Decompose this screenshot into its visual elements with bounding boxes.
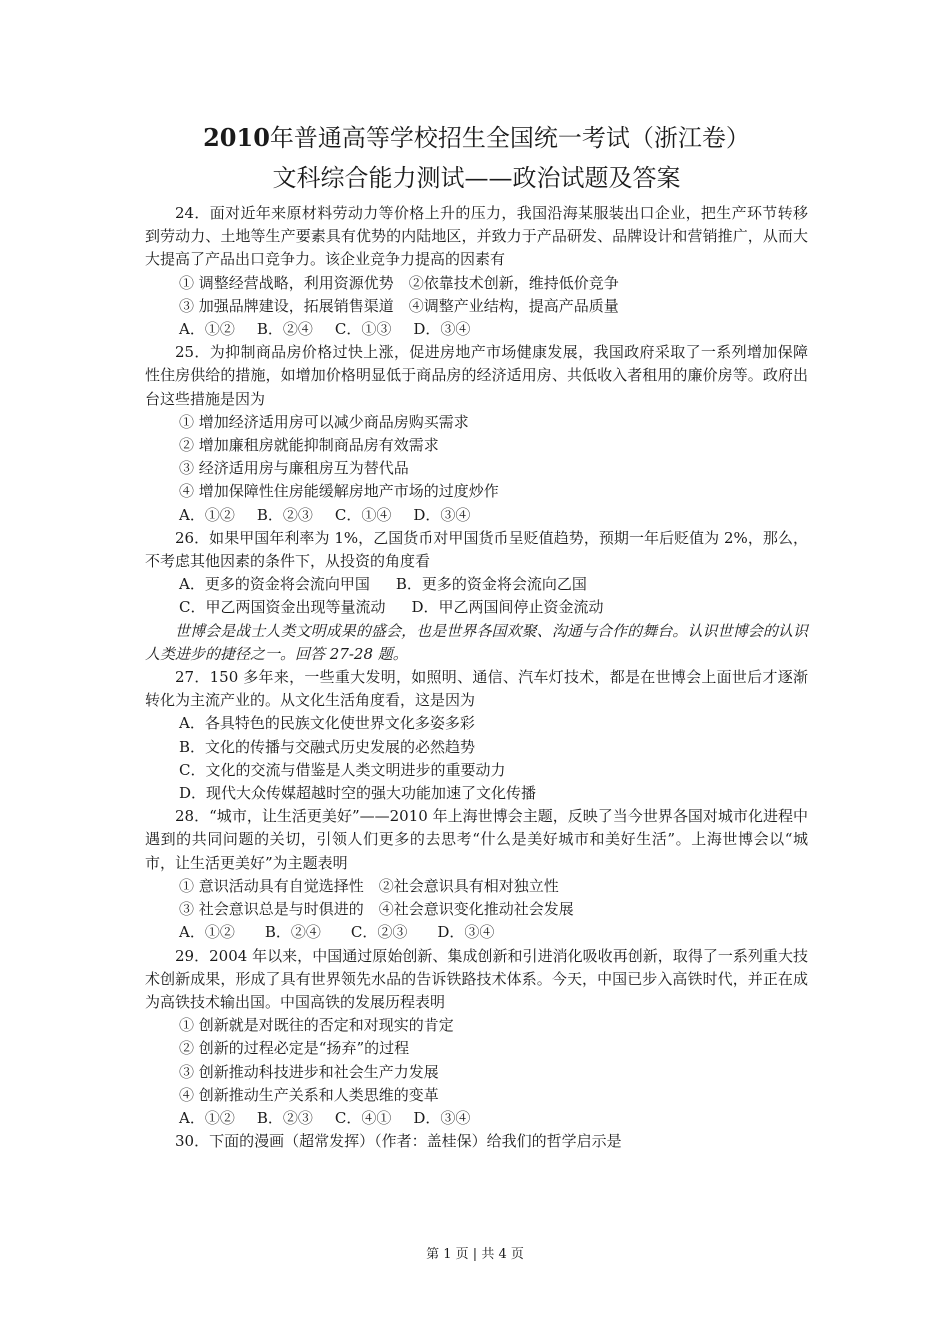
- document-subtitle: 文科综合能力测试——政治试题及答案: [272, 164, 681, 192]
- option-b: B．②④: [264, 923, 321, 942]
- option-c: C．④①: [334, 1108, 392, 1127]
- question-28-stem: 28．“城市，让生活更美好”——2010 年上海世博会主题，反映了当今世界各国对城市化进程中遇到的共同问题的关切，引领人们更多的去思考“什么是美好城市和美好生活”。上海世博会以“城市，让生活更美好”为主题表明: [145, 807, 808, 872]
- option-d: D．③④: [413, 505, 471, 524]
- option-a: A．①②: [179, 505, 235, 524]
- question-29-statement-4: ④ 创新推动生产关系和人类思维的变革: [179, 1085, 439, 1104]
- question-27-option-c: C．文化的交流与借鉴是人类文明进步的重要动力: [179, 760, 506, 779]
- option-b: B．②③: [256, 505, 313, 524]
- document-title: [145, 118, 808, 158]
- option-c: C．甲乙两国资金出现等量流动: [179, 598, 386, 617]
- question-24-statement-2: ③ 加强品牌建设，拓展销售渠道 ④调整产业结构，提高产品质量: [179, 296, 619, 315]
- question-26-stem: 26．如果甲国年利率为 1%，乙国货币对甲国货币呈贬值趋势，预期一年后贬值为 2%，那么，不考虑其他因素的条件下，从投资的角度看: [145, 528, 808, 571]
- option-c: C．②③: [350, 923, 408, 942]
- question-28-statement-2: ③ 社会意识总是与时俱进的 ④社会意识变化推动社会发展: [179, 900, 574, 919]
- question-27-option-d: D．现代大众传媒超越时空的强大功能加速了文化传播: [179, 784, 537, 803]
- question-25-statement-3: ③ 经济适用房与廉租房互为替代品: [179, 459, 409, 478]
- question-29-stem: 29．2004 年以来，中国通过原始创新、集成创新和引进消化吸收再创新，取得了一系列重大技术创新成果，形成了具有世界领先水品的告诉铁路技术体系。今天，中国已步入高铁时代，并正在成为高铁技术输出国。中国高铁的发展历程表明: [145, 946, 808, 1011]
- option-d: D．③④: [413, 1108, 471, 1127]
- option-a: A．更多的资金将会流向甲国: [179, 575, 370, 594]
- question-28-options: [145, 921, 808, 944]
- question-27-stem: 27．150 多年来，一些重大发明，如照明、通信、汽车灯技术，都是在世博会上面世后才逐渐转化为主流产业的。从文化生活角度看，这是因为: [145, 668, 808, 710]
- question-27-option-a: A．各具特色的民族文化使世界文化多姿多彩: [179, 714, 475, 733]
- option-d: D．③④: [413, 320, 471, 339]
- question-29-options: [145, 1107, 808, 1130]
- question-26-options-row-2: [145, 596, 808, 619]
- question-30-stem: 30．下面的漫画（超常发挥）（作者：盖桂保）给我们的哲学启示是: [175, 1132, 622, 1151]
- question-24-statement-1: ① 调整经营战略，利用资源优势 ②依靠技术创新，维持低价竞争: [179, 273, 619, 292]
- title-text: 年普通高等学校招生全国统一考试（浙江卷）: [269, 124, 750, 152]
- question-24-stem: 24．面对近年来原材料劳动力等价格上升的压力，我国沿海某服装出口企业，把生产环节转移到劳动力、土地等生产要素具有优势的内陆地区，并致力于产品研发、品牌设计和营销推广，从而大大提高了产品出口竞争力。该企业竞争力提高的因素有: [145, 204, 808, 269]
- option-b: B．②④: [256, 320, 313, 339]
- question-26-options-row-1: [145, 573, 808, 596]
- page-footer: 第 1 页 | 共 4 页: [426, 1247, 524, 1262]
- option-a: A．①②: [179, 320, 235, 339]
- question-25-stem: 25．为抑制商品房价格过快上涨，促进房地产市场健康发展，我国政府采取了一系列增加保障性住房供给的措施，如增加价格明显低于商品房的经济适用房、共低收入者租用的廉价房等。政府出台这些措施是因为: [145, 343, 808, 408]
- option-b: B．更多的资金将会流向乙国: [395, 575, 587, 594]
- question-27-option-b: B．文化的传播与交融式历史发展的必然趋势: [179, 737, 476, 756]
- question-29-statement-1: ① 创新就是对既往的否定和对现实的肯定: [179, 1016, 454, 1035]
- option-c: C．①③: [334, 320, 392, 339]
- option-a: A．①②: [179, 1108, 235, 1127]
- option-b: B．②③: [256, 1108, 313, 1127]
- question-25-statement-4: ④ 增加保障性住房能缓解房地产市场的过度炒作: [179, 482, 499, 501]
- question-28-statement-1: ① 意识活动具有自觉选择性 ②社会意识具有相对独立性: [179, 876, 559, 895]
- question-29-statement-3: ③ 创新推动科技进步和社会生产力发展: [179, 1062, 439, 1081]
- question-25-statement-1: ① 增加经济适用房可以减少商品房购买需求: [179, 412, 469, 431]
- section-intro-27-28: 世博会是战士人类文明成果的盛会，也是世界各国欢聚、沟通与合作的舞台。认识世博会的认识人类进步的捷径之一。回答 27-28 题。: [145, 621, 808, 663]
- question-24-options: [145, 318, 808, 341]
- question-25-statement-2: ② 增加廉租房就能抑制商品房有效需求: [179, 436, 439, 455]
- option-d: D．③④: [437, 923, 495, 942]
- question-25-options: [145, 504, 808, 527]
- title-year: 2010: [203, 123, 270, 152]
- option-c: C．①④: [334, 505, 392, 524]
- document-page: [145, 118, 808, 1153]
- question-29-statement-2: ② 创新的过程必定是“扬弃”的过程: [179, 1039, 410, 1058]
- option-a: A．①②: [179, 923, 235, 942]
- option-d: D．甲乙两国间停止资金流动: [411, 598, 604, 617]
